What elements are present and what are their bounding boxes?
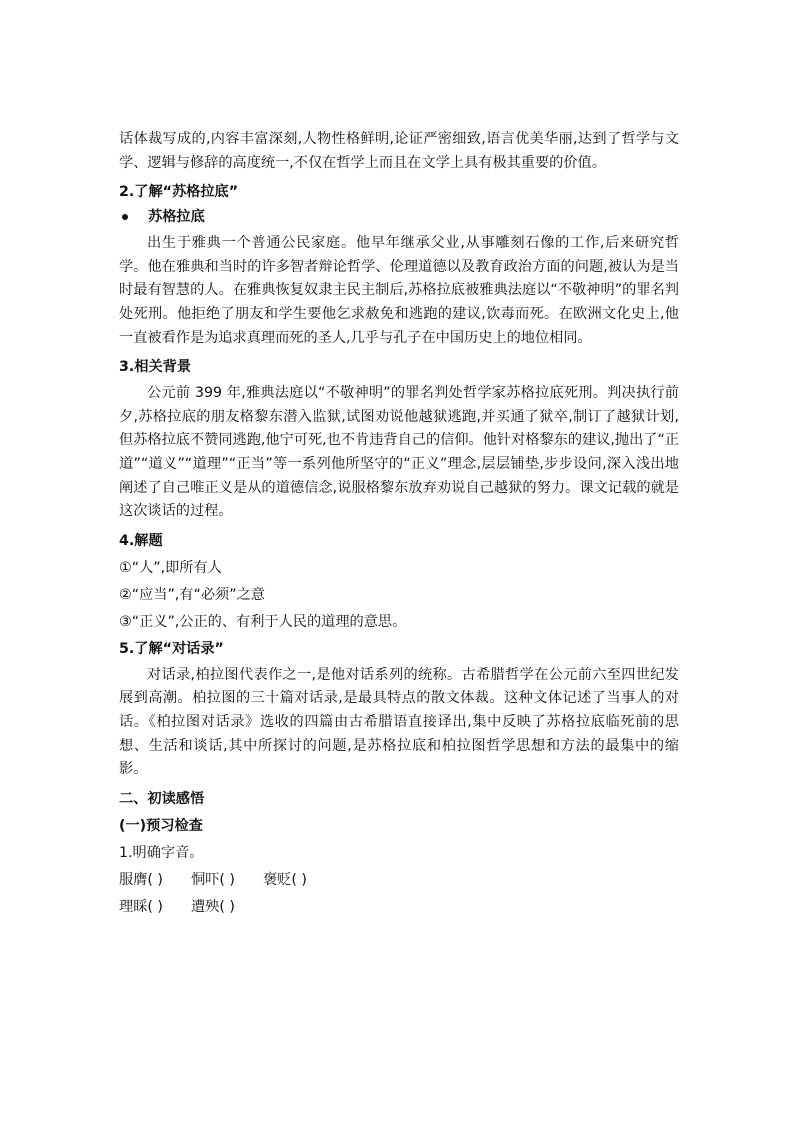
section-5-paragraph: 对话录,柏拉图代表作之一,是他对话系列的统称。古希腊哲学在公元前六至四世纪发展到高潮。柏拉图的三十篇对话录,是最具特点的散文体裁。这种文体记述了当事人的对话。《柏拉图对话录》选收的四篇由古希腊语直接译出,集中反映了苏格拉底临死前的思想、生活和谈话,其中所探讨的问题,是苏格拉底和柏拉图哲学思想和方法的最集中的缩影。 [119,666,679,778]
section-4-item: ①“人”,即所有人 [119,559,222,576]
section-2-paragraph: 出生于雅典一个普通公民家庭。他早年继承父业,从事雕刻石像的工作,后来研究哲学。他在雅典和当时的许多智者辩论哲学、伦理道德以及教育政治方面的问题,被认为是当时最有智慧的人。在雅典恢复奴隶主民主制后,苏格拉底被雅典法庭以“不敬神明”的罪名判处死刑。他拒绝了朋友和学生要他乞求赦免和逃跑的建议,饮毒而死。在欧洲文化史上,他一直被看作是为追求真理而死的圣人,几乎与孔子在中国历史上的地位相同。 [119,235,679,346]
section-4-item: ②“应当”,有“必须”之意 [119,586,265,603]
pronunciation-blank[interactable]: 恫吓( ) [190,871,235,888]
bullet-label: 苏格拉底 [148,209,205,226]
section-3-heading: 3.相关背景 [119,359,192,376]
section-2-heading: 2.了解“苏格拉底” [119,184,239,201]
pronunciation-blank[interactable]: 理睬( ) [119,898,163,915]
part-2-heading: 二、初读感悟 [119,790,205,807]
bullet-dot-icon [122,214,128,220]
pronunciation-blank[interactable]: 服膺( ) [119,871,163,888]
intro-paragraph: 话体裁写成的,内容丰富深刻,人物性格鲜明,论证严密细致,语言优美华丽,达到了哲学与文学、逻辑与修辞的高度统一,不仅在哲学上而且在文学上具有极其重要的价值。 [119,131,679,171]
part-2-subheading: (一)预习检查 [119,817,203,834]
pronunciation-blank[interactable]: 褒贬( ) [262,871,307,888]
document-body [119,128,679,917]
pronunciation-row-1 [119,870,679,890]
section-4-heading: 4.解题 [119,532,163,549]
pronunciation-blank[interactable]: 遭殃( ) [190,898,235,915]
task-label: 1.明确字音。 [119,844,204,861]
section-3-paragraph: 公元前 399 年,雅典法庭以“不敬神明”的罪名判处哲学家苏格拉底死刑。判决执行前夕,苏格拉底的朋友格黎东潜入监狱,试图劝说他越狱逃跑,并买通了狱卒,制订了越狱计划,但苏格拉底不赞同逃跑,他宁可死,也不肯违背自己的信仰。他针对格黎东的建议,抛出了“正道”“道义”“道理”“正当”等一系列他所坚守的“正义”理念,层层铺垫,步步设问,深入浅出地阐述了自己唯正义是从的道德信念,说服格黎东放弃劝说自己越狱的努力。课文记载的就是这次谈话的过程。 [119,385,680,520]
pronunciation-row-2 [119,897,679,917]
bullet-item [119,207,679,227]
section-4-item: ③“正义”,公正的、有利于人民的道理的意思。 [119,613,407,630]
section-5-heading: 5.了解“对话录” [119,640,224,657]
